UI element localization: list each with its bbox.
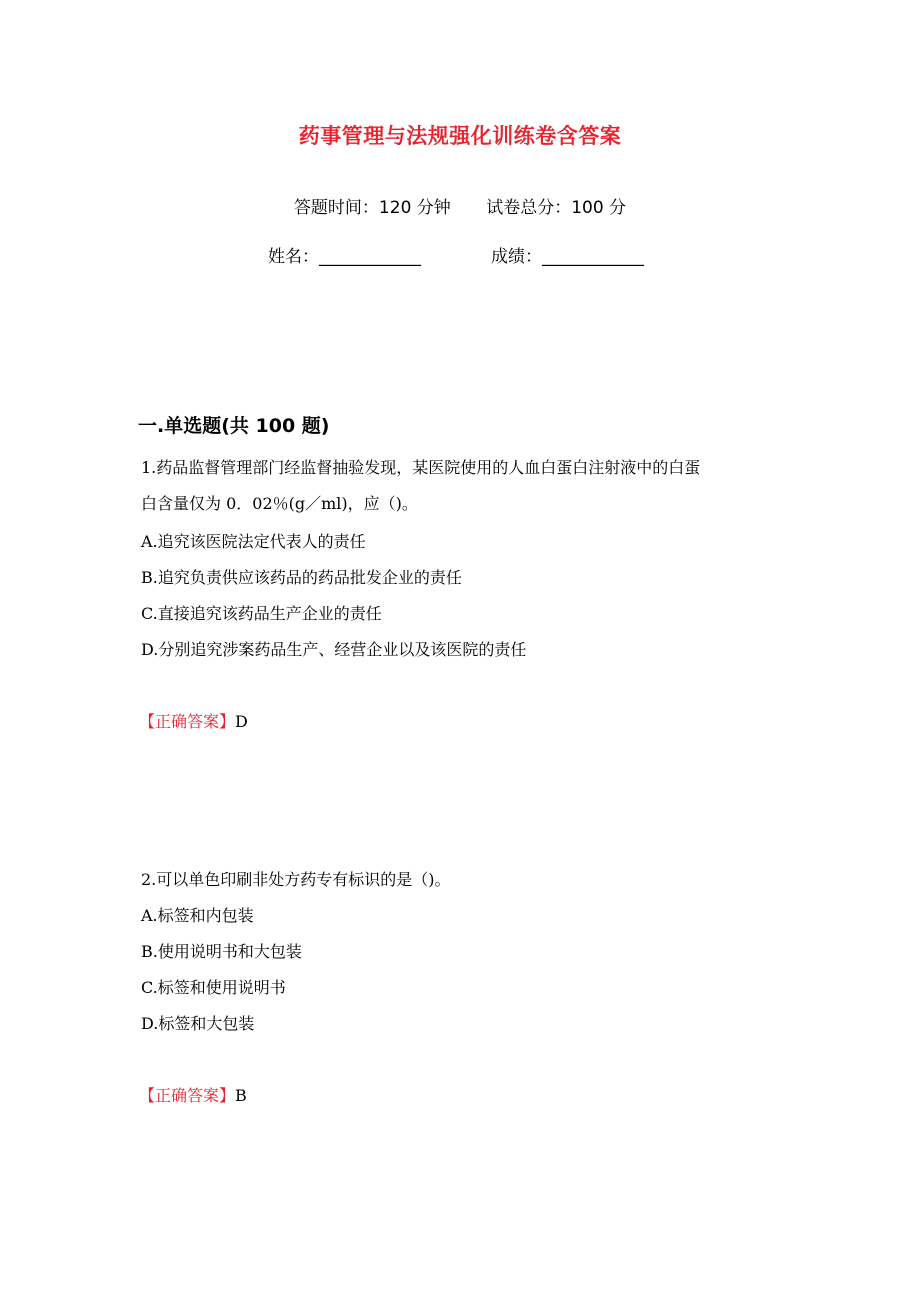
- section-heading: 一.单选题(共 100 题): [138, 415, 330, 437]
- answer-value: B: [235, 1086, 247, 1105]
- total-score: 试卷总分：100 分: [486, 198, 627, 218]
- question-1-stem-line-1: 1.药品监督管理部门经监督抽验发现，某医院使用的人血白蛋白注射液中的白蛋: [141, 458, 701, 477]
- document-title: 药事管理与法规强化训练卷含答案: [298, 124, 622, 148]
- question-1-option-c: C.直接追究该药品生产企业的责任: [141, 604, 382, 623]
- student-fields: [268, 242, 644, 267]
- question-1-answer: [139, 709, 248, 732]
- question-1-option-b: B.追究负责供应该药品的药品批发企业的责任: [141, 568, 462, 587]
- time-info: 答题时间：120 分钟: [293, 198, 451, 218]
- exam-meta: [0, 193, 920, 218]
- name-field: 姓名：____________: [268, 247, 421, 267]
- question-2-option-c: C.标签和使用说明书: [141, 978, 286, 997]
- answer-value: D: [235, 712, 248, 731]
- answer-label: 【正确答案】: [139, 1086, 236, 1105]
- question-2-option-d: D.标签和大包装: [141, 1014, 255, 1033]
- question-2-answer: [139, 1083, 247, 1106]
- question-1-option-a: A.追究该医院法定代表人的责任: [141, 532, 366, 551]
- question-1-stem-line-2: 白含量仅为 0．02％(g／ml)，应（)。: [141, 494, 418, 513]
- answer-label: 【正确答案】: [139, 712, 236, 731]
- question-2-stem-line-1: 2.可以单色印刷非处方药专有标识的是（)。: [141, 870, 451, 889]
- score-field: 成绩：____________: [491, 247, 644, 267]
- question-1-option-d: D.分别追究涉案药品生产、经营企业以及该医院的责任: [141, 640, 527, 659]
- question-2-option-b: B.使用说明书和大包装: [141, 942, 302, 961]
- question-2-option-a: A.标签和内包装: [141, 906, 254, 925]
